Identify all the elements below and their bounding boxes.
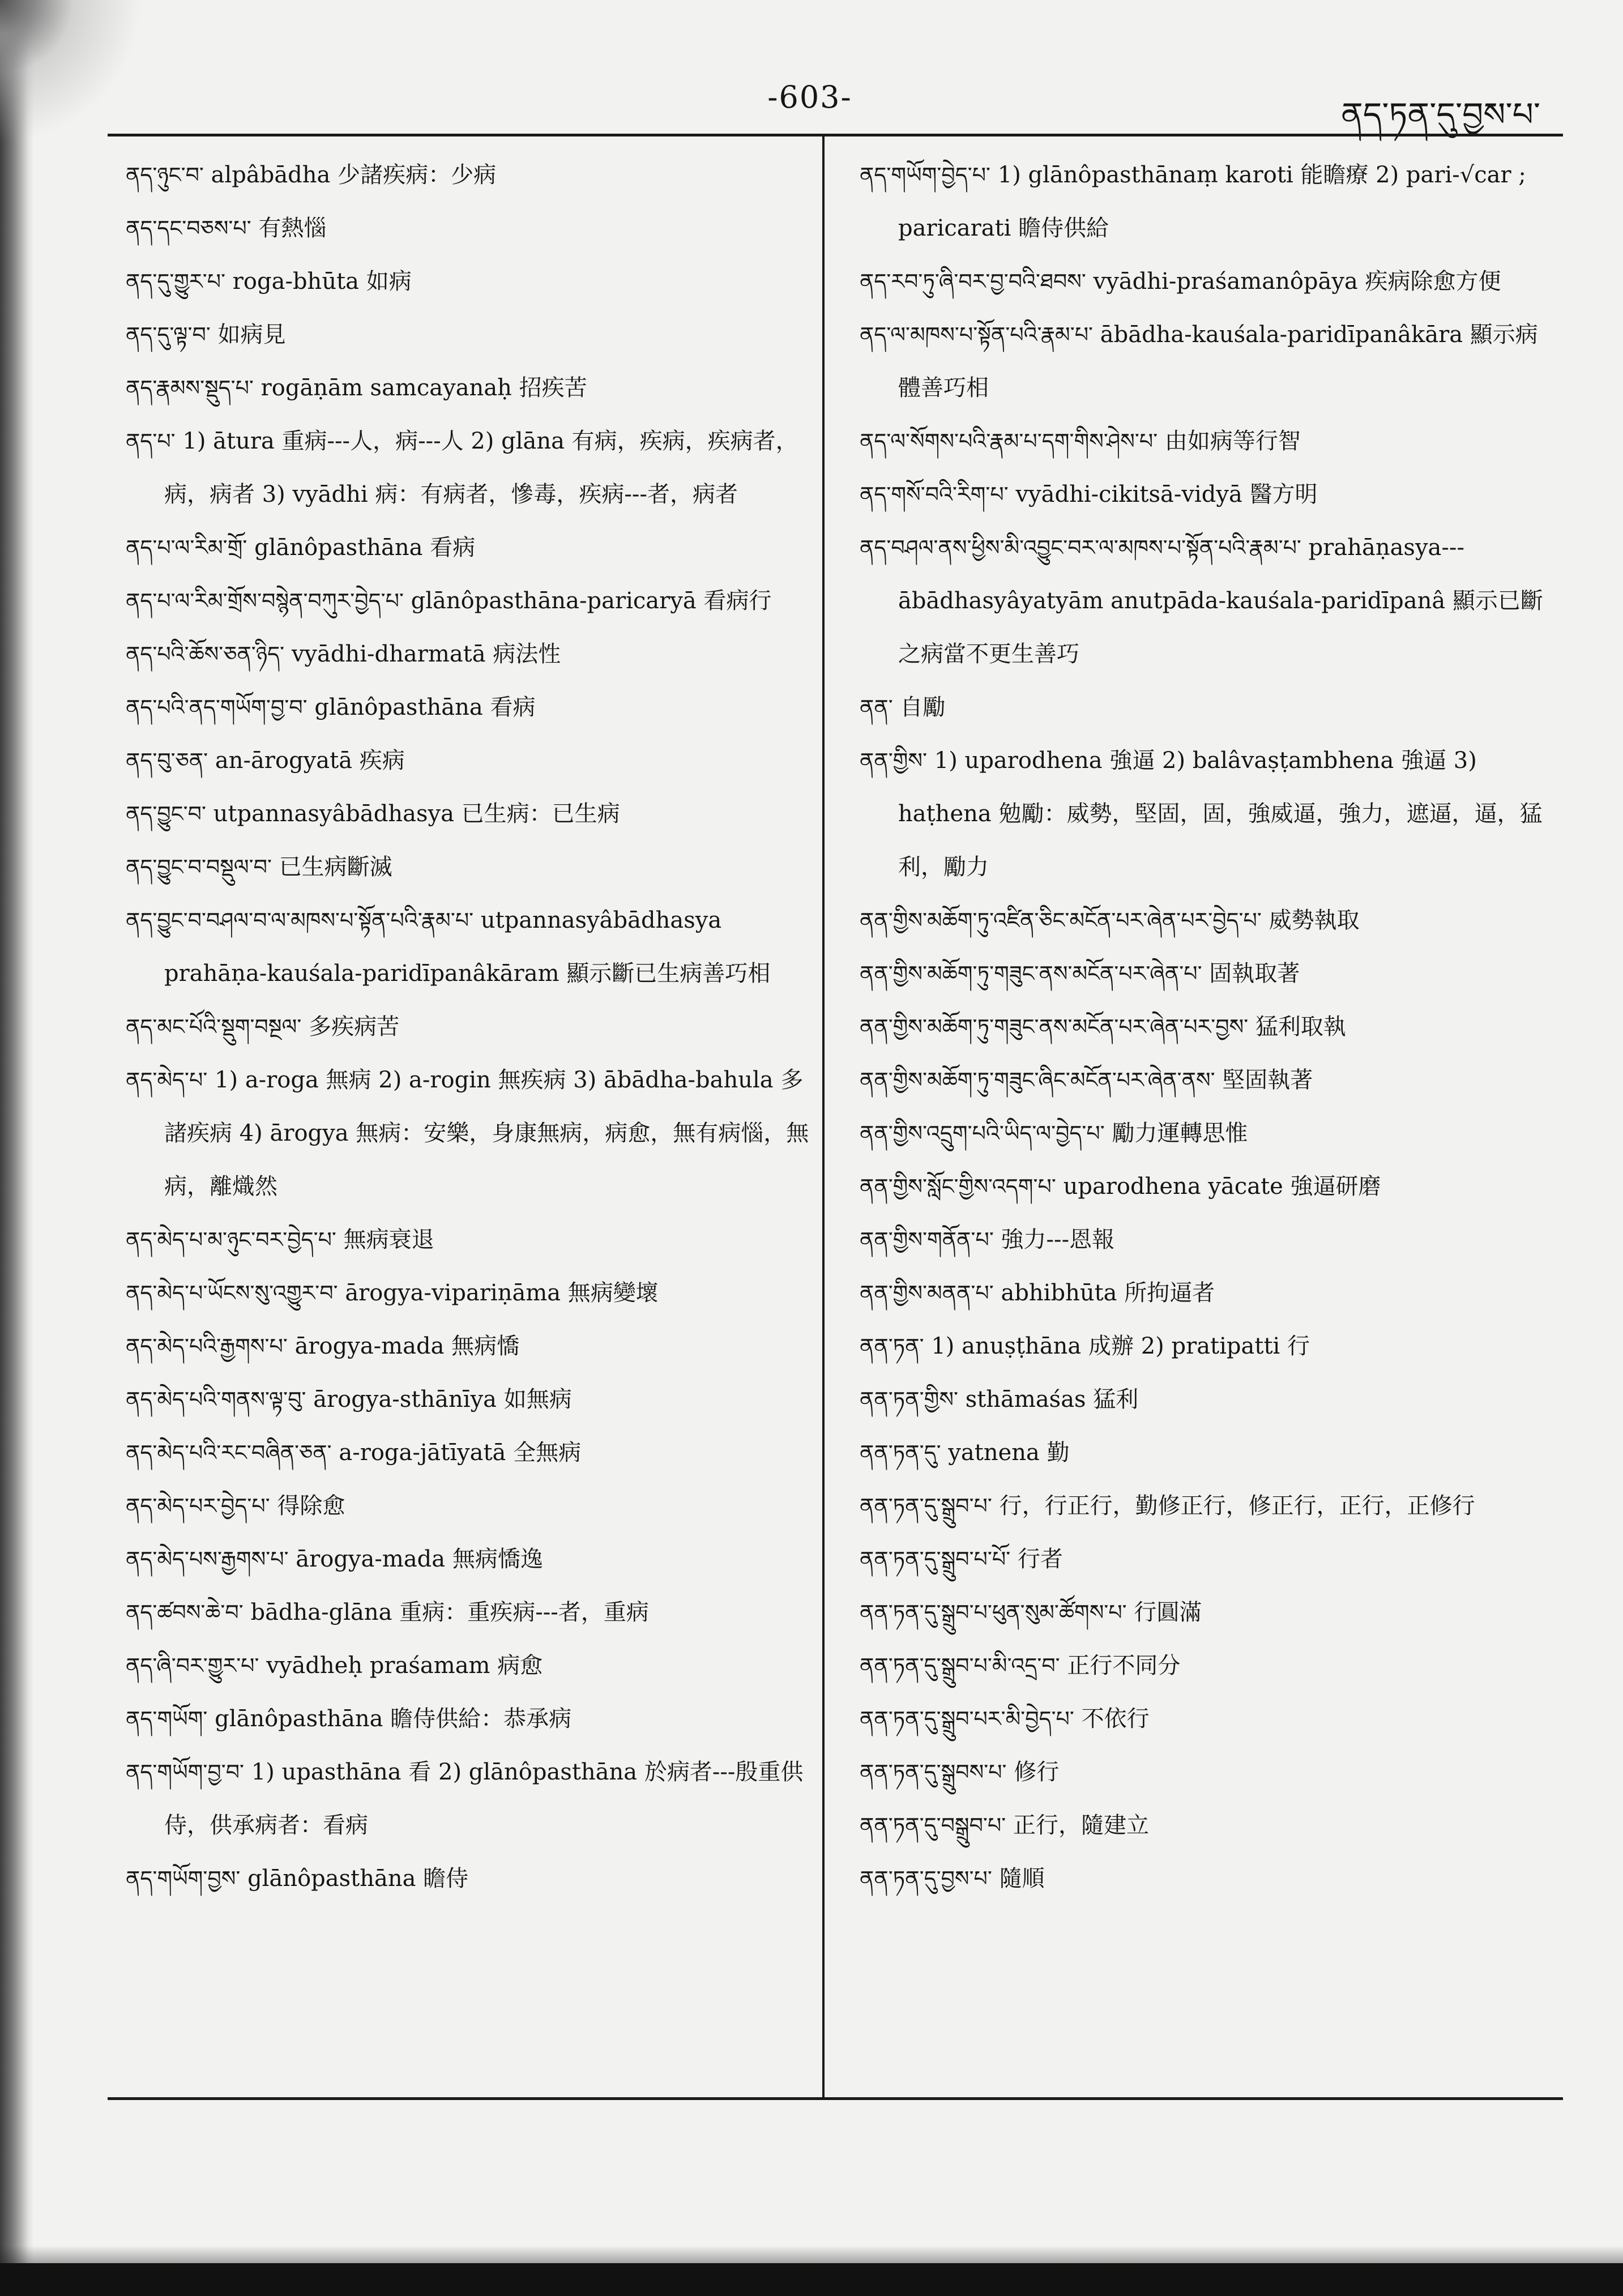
dictionary-entry [126,415,817,521]
entry-gloss: 1) ātura 重病---人，病---人 2) glāna 有病，疾病，疾病者，病，病者 3) vyādhi 病：有病者，慘毒，疾病---者，病者 [164,428,798,507]
entry-gloss: glānôpasthāna 瞻侍 [247,1866,469,1892]
entry-gloss: glānôpasthāna 瞻侍供給：恭承病 [215,1706,572,1732]
entry-gloss: 由如病等行智 [1164,428,1301,454]
entry-headword: ནད་དུ་གྱུར་པ་ [126,269,226,294]
dictionary-entry [126,1533,817,1586]
entry-headword: ནན་གྱིས་མཆོག་ཏུ་འཛིན་ཅིང་མངོན་པར་ཞེན་པར་བྱེད་པ་ [860,908,1262,933]
entry-headword: ནན་ཏན་དུ་སྒྲུབ་པ་ [860,1493,992,1518]
entry-headword: ནན་གྱིས་མཆོག་ཏུ་གཟུང་ཞིང་མངོན་པར་ཞེན་ནས་ [860,1068,1215,1092]
entry-gloss: an-ārogyatā 疾病 [215,748,405,774]
entry-headword: ནན་ཏན་དུ་བསྒྲུབ་པ་ [860,1813,1006,1838]
entry-gloss: utpannasyâbādhasya prahāṇa-kauśala-paridīpanâkāram 顯示斷已生病善巧相 [164,907,771,987]
entry-headword: ནད་པ་ [126,429,176,454]
entry-gloss: glānôpasthāna 看病 [314,694,536,720]
entry-headword: ནན་ཏན་དུ་སྒྲུབ་པ་ཕུན་སུམ་ཚོགས་པ་ [860,1600,1127,1625]
dictionary-entry [126,1213,817,1266]
dictionary-entry [126,1320,817,1373]
entry-gloss: 隨順 [999,1866,1045,1892]
dictionary-entry [126,1266,817,1320]
dictionary-entry [860,1320,1551,1373]
dictionary-entry [860,1799,1551,1852]
entry-gloss: abhibhūta 所拘逼者 [1001,1280,1215,1306]
scan-corner-shadow [0,0,147,147]
running-head: ནད་ཏན་དུ་བྱས་པ་ [1341,95,1540,134]
entry-gloss: 不依行 [1081,1706,1150,1732]
entry-headword: ནད་ལ་མཁས་པ་སྟོན་པའི་རྣམ་པ་ [860,322,1094,347]
right-column [860,148,1551,1905]
entry-headword: ནན་གྱིས་སློང་གྱིས་འདག་པ་ [860,1174,1056,1199]
scan-bottom-fade [0,2246,1623,2263]
entry-gloss: 多疾病苦 [309,1014,400,1040]
entry-headword: ནན་ཏན་དུ་ [860,1440,941,1465]
dictionary-entry [860,255,1551,308]
dictionary-entry [860,1160,1551,1213]
entry-gloss: bādha-glāna 重病：重疾病---者，重病 [250,1599,649,1625]
dictionary-entry [860,1213,1551,1266]
entry-headword: ནད་བྱུང་བ་བསྡུལ་བ་ [126,855,272,880]
dictionary-entry [860,415,1551,468]
entry-gloss: 行，行正行，勤修正行，修正行，正行，正修行 [999,1493,1475,1519]
dictionary-entry [860,1533,1551,1586]
entry-headword: ནན་ཏན་ [860,1334,924,1359]
entry-headword: ནན་གྱིས་མནན་པ་ [860,1281,994,1305]
scan-bottom-edge [0,2263,1623,2296]
dictionary-entry [860,681,1551,734]
dictionary-entry [126,1852,817,1905]
entry-headword: ནན་ཏན་དུ་བྱས་པ་ [860,1866,992,1891]
dictionary-entry [126,1373,817,1426]
entry-headword: ནད་དུ་ལྟ་བ་ [126,322,211,347]
entry-headword: ནད་བྱུང་བ་བཤལ་བ་ལ་མཁས་པ་སྟོན་པའི་རྣམ་པ་ [126,908,474,933]
entry-headword: ནད་རབ་ཏུ་ཞི་བར་བྱ་བའི་ཐབས་ [860,269,1086,294]
entry-gloss: glānôpasthāna-paricaryā 看病行 [411,588,772,614]
dictionary-entry [126,1479,817,1533]
entry-gloss: 勵力運轉思惟 [1112,1120,1248,1146]
entry-headword: ནད་མེད་པས་རྒྱགས་པ་ [126,1547,289,1572]
dictionary-entry [860,1746,1551,1799]
entry-headword: ནད་ཉུང་བ་ [126,163,204,187]
entry-gloss: 行圓滿 [1134,1599,1202,1625]
entry-gloss: 已生病斷滅 [279,854,392,880]
dictionary-entry [126,1000,817,1053]
entry-headword: ནད་པའི་ཆོས་ཅན་ཉིད་ [126,642,285,667]
dictionary-entry [860,1053,1551,1107]
entry-gloss: 修行 [1014,1759,1060,1785]
top-rule [108,134,1563,136]
dictionary-entry [860,1692,1551,1746]
page-number: -603- [767,79,852,115]
entry-headword: ནད་བུ་ཅན་ [126,748,208,773]
entry-headword: ནད་མེད་པའི་རང་བཞིན་ཅན་ [126,1440,332,1465]
entry-gloss: a-roga-jātīyatā 全無病 [339,1440,582,1466]
dictionary-entry [860,1000,1551,1053]
entry-headword: ནན་ [860,695,893,720]
dictionary-entry [126,1426,817,1479]
dictionary-entry [126,255,817,308]
entry-headword: ནད་ཞི་བར་གྱུར་པ་ [126,1653,259,1678]
entry-headword: ནན་གྱིས་གནོན་པ་ [860,1227,994,1252]
entry-gloss: 正行，隨建立 [1013,1812,1149,1838]
dictionary-entry [126,148,817,202]
dictionary-entry [126,840,817,894]
entry-headword: ནན་ཏན་དུ་སྒྲུབས་པ་ [860,1760,1007,1785]
left-column [126,148,817,1905]
entry-gloss: alpâbādha 少諸疾病：少病 [211,162,497,188]
dictionary-entry [126,1586,817,1639]
entry-gloss: utpannasyâbādhasya 已生病：已生病 [213,801,620,827]
entry-headword: ནན་ཏན་དུ་སྒྲུབ་པ་པོ་ [860,1547,1011,1572]
entry-gloss: 正行不同分 [1067,1653,1181,1679]
entry-headword: ནན་གྱིས་ [860,748,928,773]
dictionary-entry [860,521,1551,681]
entry-gloss: 1) anuṣṭhāna 成辦 2) pratipatti 行 [931,1333,1310,1359]
dictionary-entry [126,1692,817,1746]
entry-headword: ནད་གཡོག་བྱ་བ་ [126,1760,245,1785]
entry-headword: ནད་མེད་པའི་གནས་ལྟ་བུ་ [126,1387,306,1412]
entry-gloss: 1) a-roga 無病 2) a-rogin 無疾病 3) ābādha-bahula 多諸疾病 4) ārogya 無病：安樂，身康無病，病愈，無有病惱，無病，離熾然 [164,1067,809,1200]
entry-gloss: vyādhi-cikitsā-vidyā 醫方明 [1015,481,1318,507]
dictionary-entry [860,1852,1551,1905]
dictionary-entry [860,468,1551,521]
entry-headword: ནན་ཏན་དུ་སྒྲུབ་པར་མི་བྱེད་པ་ [860,1706,1074,1731]
entry-gloss: 1) uparodhena 強逼 2) balâvaṣṭambhena 強逼 3) haṭhena 勉勵：威勢，堅固，固，強威逼，強力，遮逼，逼，猛利，勵力 [898,748,1543,880]
dictionary-entry [860,1586,1551,1639]
entry-gloss: glānôpasthāna 看病 [254,535,476,561]
entry-headword: ནད་གཡོག་བྱེད་པ་ [860,163,991,187]
entry-gloss: prahāṇasya---ābādhasyâyatyām anutpāda-kauśala-paridīpanâ 顯示已斷之病當不更生善巧 [898,535,1543,667]
entry-headword: ནན་ཏན་གྱིས་ [860,1387,958,1412]
entry-gloss: 行者 [1017,1546,1063,1572]
dictionary-entry [126,1639,817,1692]
entry-headword: ནད་གཡོག་ [126,1706,208,1731]
entry-headword: ནད་མེད་པ་ཡོངས་སུ་འགྱུར་བ་ [126,1281,338,1305]
dictionary-entry [126,1746,817,1852]
dictionary-entry [126,1053,817,1213]
entry-gloss: ārogya-vipariṇāma 無病變壞 [345,1280,659,1306]
entry-headword: ནན་གྱིས་མཆོག་ཏུ་གཟུང་ནས་མངོན་པར་ཞེན་པར་བྱས་ [860,1014,1249,1039]
entry-headword: ནད་ལ་སོགས་པའི་རྣམ་པ་དག་གིས་ཤེས་པ་ [860,429,1158,454]
entry-gloss: 威勢執取 [1268,907,1360,933]
entry-gloss: 1) upasthāna 看 2) glānôpasthāna 於病者---殷重供侍，供承病者：看病 [164,1759,804,1838]
entry-headword: ནད་གསོ་བའི་རིག་པ་ [860,482,1009,507]
dictionary-entry [126,734,817,787]
dictionary-entry [860,894,1551,947]
dictionary-entry [860,1479,1551,1533]
dictionary-entry [126,681,817,734]
entry-headword: ནད་དང་བཅས་པ་ [126,216,251,241]
entry-gloss: 猛利取執 [1255,1014,1346,1040]
entry-gloss: roga-bhūta 如病 [232,268,412,295]
entry-headword: ནན་གྱིས་མཆོག་ཏུ་གཟུང་ནས་མངོན་པར་ཞེན་པ་ [860,961,1202,986]
dictionary-entry [860,1373,1551,1426]
entry-gloss: ārogya-sthānīya 如無病 [313,1386,572,1412]
entry-gloss: sthāmaśas 猛利 [965,1386,1139,1412]
entry-headword: ནད་མང་པོའི་སྡུག་བསྔལ་ [126,1014,302,1039]
dictionary-entry [126,787,817,840]
entry-headword: ནད་མེད་པ་མ་ཉུང་བར་བྱེད་པ་ [126,1227,336,1252]
entry-headword: ནད་མེད་པའི་རྒྱགས་པ་ [126,1334,288,1359]
entry-gloss: 強力---恩報 [1001,1227,1115,1253]
entry-gloss: uparodhena yācate 強逼研磨 [1063,1173,1381,1200]
dictionary-entry [860,1639,1551,1692]
dictionary-entry [126,521,817,574]
dictionary-entry [126,894,817,1000]
entry-headword: ནད་བཤལ་ནས་ཕྱིས་མི་འབྱུང་བར་ལ་མཁས་པ་སྟོན་པའི་རྣམ་པ་ [860,535,1301,560]
entry-headword: ནད་མེད་པར་བྱེད་པ་ [126,1493,270,1518]
dictionary-entry [126,574,817,628]
column-divider [822,135,825,2097]
entry-gloss: 無病衰退 [343,1227,434,1253]
entry-gloss: 自勵 [900,694,946,720]
entry-gloss: 有熱惱 [258,215,327,241]
entry-headword: ནན་ཏན་དུ་སྒྲུབ་པ་མི་འདྲ་བ་ [860,1653,1060,1678]
entry-gloss: ābādha-kauśala-paridīpanâkāra 顯示病體善巧相 [898,322,1538,401]
entry-headword: ནད་མེད་པ་ [126,1068,208,1092]
entry-headword: ནད་བྱུང་བ་ [126,801,206,826]
entry-gloss: vyādhi-praśamanôpāya 疾病除愈方便 [1093,268,1501,295]
entry-gloss: vyādheḥ praśamam 病愈 [266,1653,543,1679]
entry-headword: ནད་པ་ལ་རིམ་གྲོ་ [126,535,247,560]
dictionary-entry [860,148,1551,255]
dictionary-entry [126,308,817,361]
dictionary-entry [126,202,817,255]
dictionary-entry [126,628,817,681]
entry-headword: ནན་གྱིས་འདྲུག་པའི་ཡིད་ལ་བྱེད་པ་ [860,1121,1105,1146]
dictionary-entry [860,1266,1551,1320]
dictionary-entry [860,734,1551,894]
dictionary-entry [860,1426,1551,1479]
entry-gloss: vyādhi-dharmatā 病法性 [291,641,561,667]
entry-headword: ནད་རྣམས་སྡུད་པ་ [126,375,254,400]
entry-headword: ནད་པ་ལ་རིམ་གྲོས་བསྙེན་བཀུར་བྱེད་པ་ [126,588,404,613]
entry-headword: ནད་ཚབས་ཆེ་བ་ [126,1600,244,1625]
entry-gloss: ārogya-mada 無病憍逸 [296,1546,543,1572]
entry-headword: ནད་གཡོག་བྱས་ [126,1866,241,1891]
entry-gloss: 1) glānôpasthānaṃ karoti 能瞻療 2) pari-√car ; paricarati 瞻侍供給 [898,162,1526,241]
entry-gloss: 得除愈 [277,1493,345,1519]
bottom-rule [108,2097,1563,2100]
entry-gloss: ārogya-mada 無病憍 [294,1333,520,1359]
dictionary-entry [860,947,1551,1000]
entry-gloss: 如病見 [217,322,286,348]
entry-gloss: rogāṇām samcayanaḥ 招疾苦 [260,375,587,401]
dictionary-entry [126,361,817,415]
entry-gloss: yatnena 勤 [948,1440,1070,1466]
dictionary-entry [860,308,1551,415]
entry-headword: ནད་པའི་ནད་གཡོག་བྱ་བ་ [126,695,307,720]
entry-gloss: 固執取著 [1209,961,1300,987]
entry-gloss: 堅固執著 [1222,1067,1313,1093]
dictionary-entry [860,1107,1551,1160]
scan-left-edge-shadow [0,0,34,2296]
